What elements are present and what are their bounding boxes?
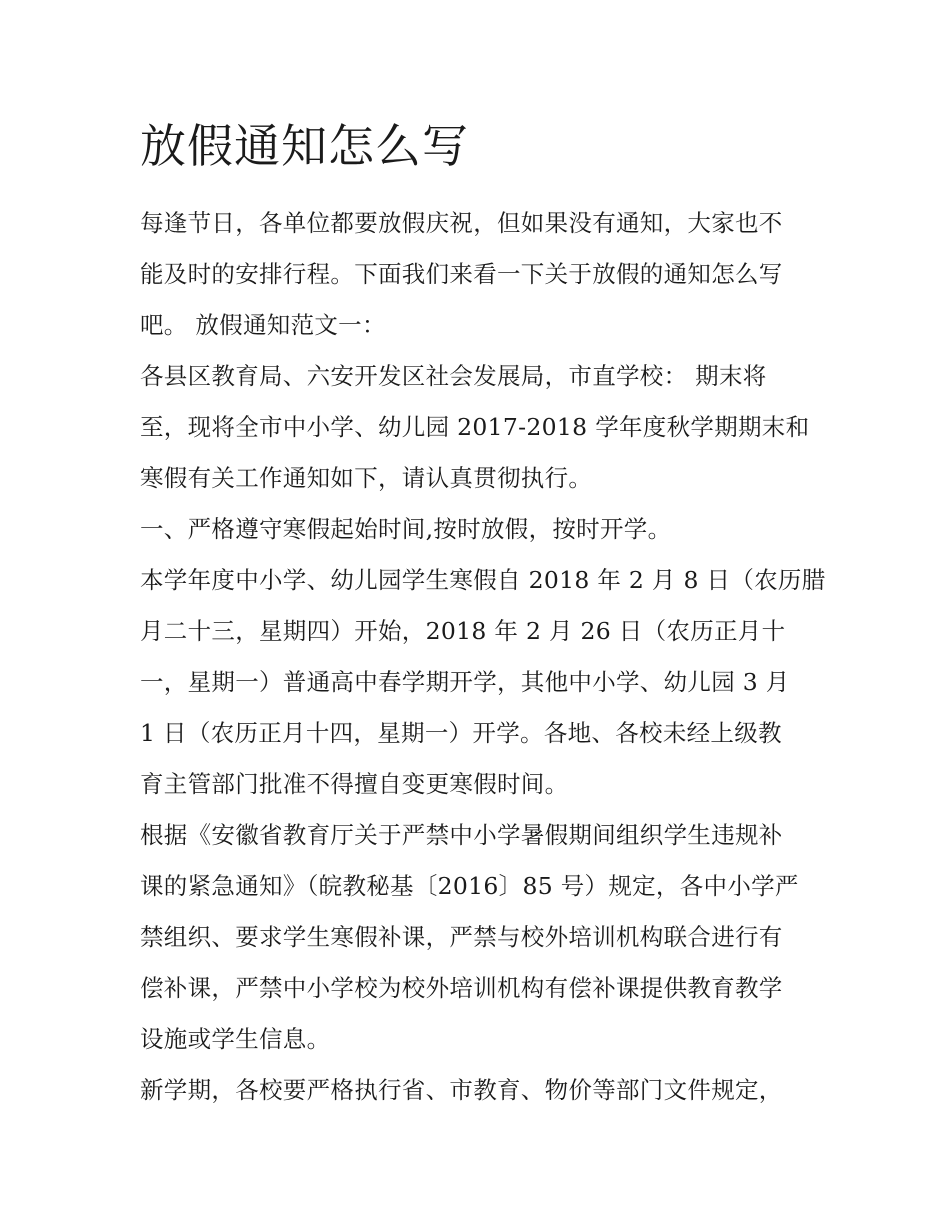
section-heading: 一、严格遵守寒假起始时间,按时放假，按时开学。	[140, 515, 672, 543]
text-line: 能及时的安排行程。下面我们来看一下关于放假的通知怎么写	[140, 260, 783, 288]
text-line: 新学期，各校要严格执行省、市教育、物价等部门文件规定，	[140, 1076, 783, 1104]
document-title: 放假通知怎么写	[140, 119, 469, 173]
text-line: 偿补课，严禁中小学校为校外培训机构有偿补课提供教育教学	[140, 974, 783, 1002]
text-line: 月二十三，星期四）开始，2018 年 2 月 26 日（农历正月十	[140, 617, 786, 645]
text-line: 设施或学生信息。	[140, 1025, 331, 1053]
text-line: 吧。 放假通知范文一：	[140, 311, 386, 339]
document-body	[140, 198, 826, 1116]
text-line: 1 日（农历正月十四，星期一）开学。各地、各校未经上级教	[140, 719, 782, 747]
text-line: 每逢节日，各单位都要放假庆祝，但如果没有通知，大家也不	[140, 209, 783, 237]
text-line: 寒假有关工作通知如下，请认真贯彻执行。	[140, 464, 593, 492]
text-line: 禁组织、要求学生寒假补课，严禁与校外培训机构联合进行有	[140, 923, 783, 951]
text-line: 至，现将全市中小学、幼儿园 2017-2018 学年度秋学期期末和	[140, 413, 810, 441]
text-line: 根据《安徽省教育厅关于严禁中小学暑假期间组织学生违规补	[140, 821, 783, 849]
text-line: 本学年度中小学、幼儿园学生寒假自 2018 年 2 月 8 日（农历腊	[140, 566, 826, 594]
text-line: 育主管部门批准不得擅自变更寒假时间。	[140, 770, 569, 798]
text-line: 课的紧急通知》（皖教秘基〔2016〕85 号）规定，各中小学严	[140, 872, 799, 900]
text-line: 一，星期一）普通高中春学期开学，其他中小学、幼儿园 3 月	[140, 668, 790, 696]
text-line: 各县区教育局、六安开发区社会发展局，市直学校： 期末将	[140, 362, 767, 390]
